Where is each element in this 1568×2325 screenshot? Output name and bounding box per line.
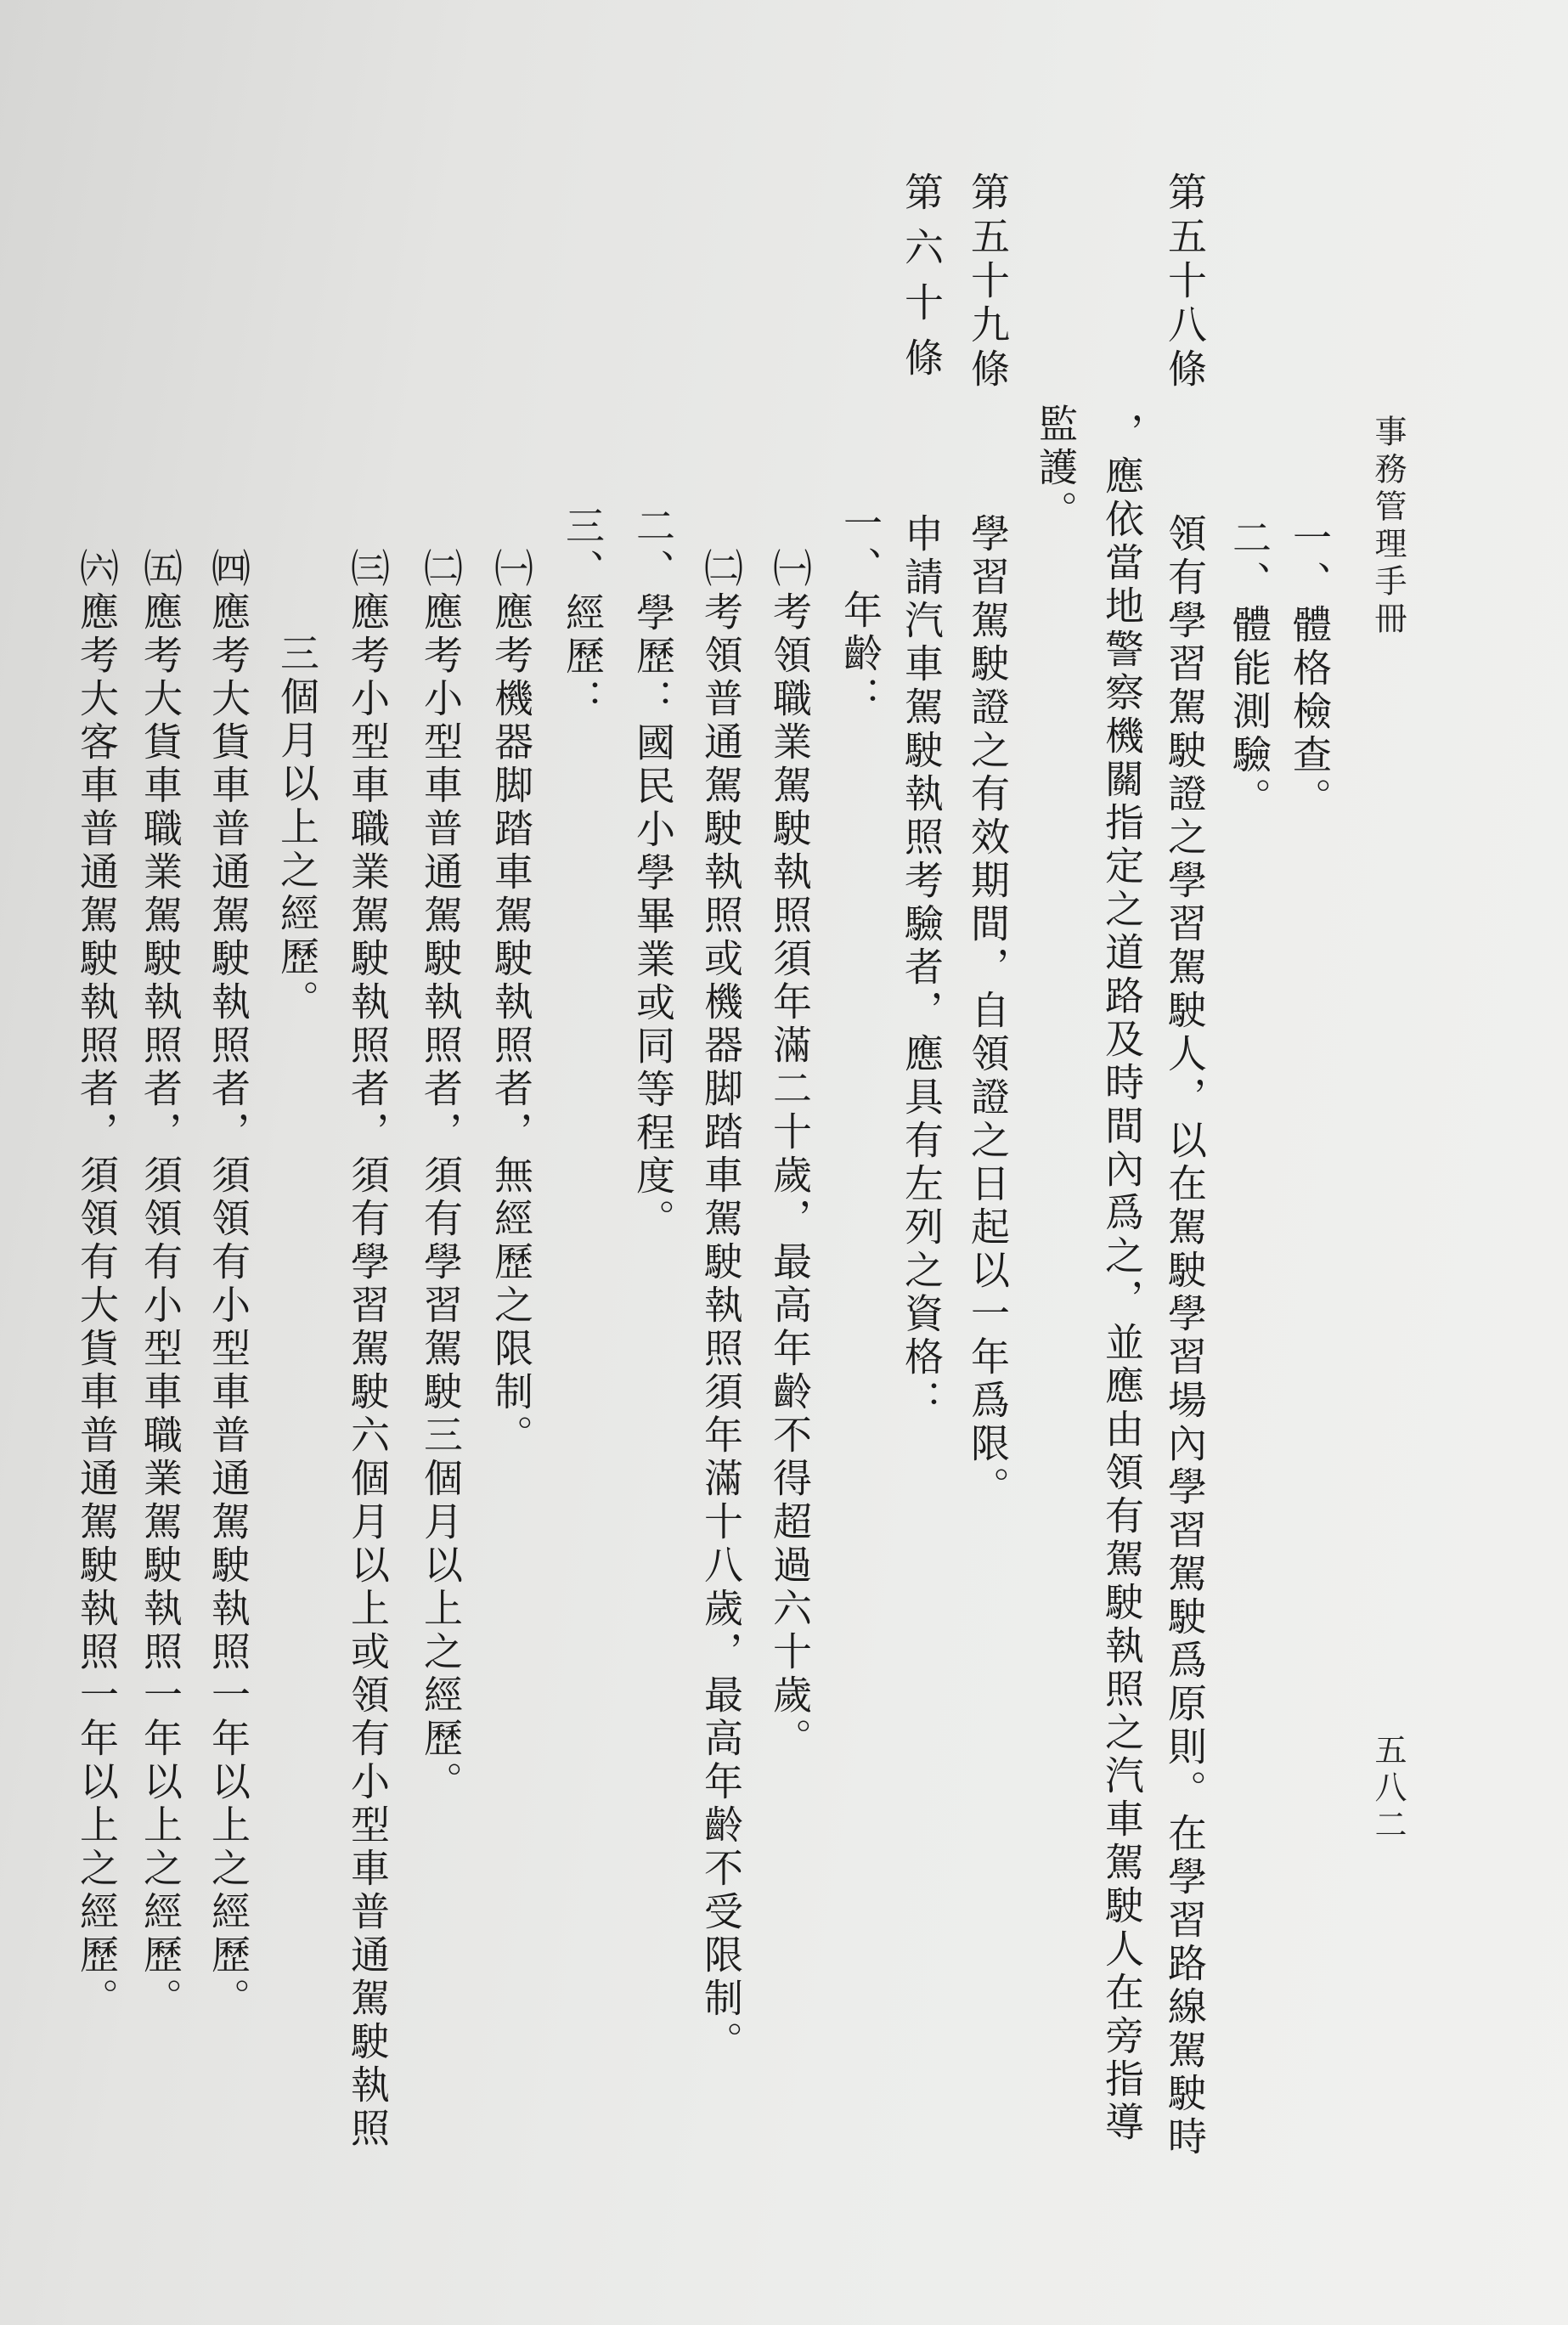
list-item: ㈡考領普通駕駛執照或機器脚踏車駕駛執照須年滿十八歲，最高年齡不受限制。: [698, 548, 744, 2064]
running-header-title: 事務管理手冊: [1369, 415, 1407, 639]
list-item: ㈢應考小型車職業駕駛執照者，須有學習駕駛六個月以上或領有小型車普通駕駛執照: [345, 548, 391, 2151]
experience-heading: 三、經歷：: [560, 505, 606, 722]
list-item: ㈠考領職業駕駛執照須年滿二十歲，最高年齡不得超過六十歲。: [767, 548, 813, 1761]
article-60-label: 第六十條: [899, 172, 945, 392]
age-heading: 一、年齡：: [838, 503, 883, 720]
article-58-text: ，應依當地警察機關指定之道路及時間內爲之，並應由領有駕駛執照之汽車駕駛人在旁指導: [1099, 412, 1145, 2145]
list-item: ㈣應考大貨車普通駕駛執照者，須領有小型車普通駕駛執照一年以上之經歷。: [206, 548, 251, 2021]
article-58-text: 監護。: [1033, 403, 1079, 533]
article-59-label: 第五十九條: [965, 172, 1011, 392]
article-58-label: 第五十八條: [1162, 172, 1208, 392]
article-58-text: 領有學習駕駛證之學習駕駛人，以在駕駛學習場內學習駕駛爲原則。在學習路線駕駛時: [1162, 513, 1208, 2159]
article-59-text: 學習駕駛證之有效期間，自領證之日起以一年爲限。: [965, 513, 1011, 1510]
page-number: 五八二: [1369, 1733, 1407, 1845]
article-60-intro: 申請汽車駕駛執照考驗者，應具有左列之資格：: [899, 513, 945, 1423]
list-item: ㈡應考小型車普通駕駛執照者，須有學習駕駛三個月以上之經歷。: [418, 548, 464, 1804]
list-item: 二、體能測驗。: [1227, 517, 1272, 821]
education-item: 二、學歷：國民小學畢業或同等程度。: [630, 505, 676, 1242]
list-item-continuation: 三個月以上之經歷。: [274, 633, 320, 1023]
list-item: ㈤應考大貨車職業駕駛執照者，須領有小型車職業駕駛執照一年以上之經歷。: [138, 548, 183, 2021]
list-item: ㈠應考機器脚踏車駕駛執照者，無經歷之限制。: [488, 548, 534, 1458]
list-item: 一、體格檢查。: [1287, 517, 1333, 821]
list-item: ㈥應考大客車普通駕駛執照者，須領有大貨車普通駕駛執照一年以上之經歷。: [74, 548, 120, 2021]
